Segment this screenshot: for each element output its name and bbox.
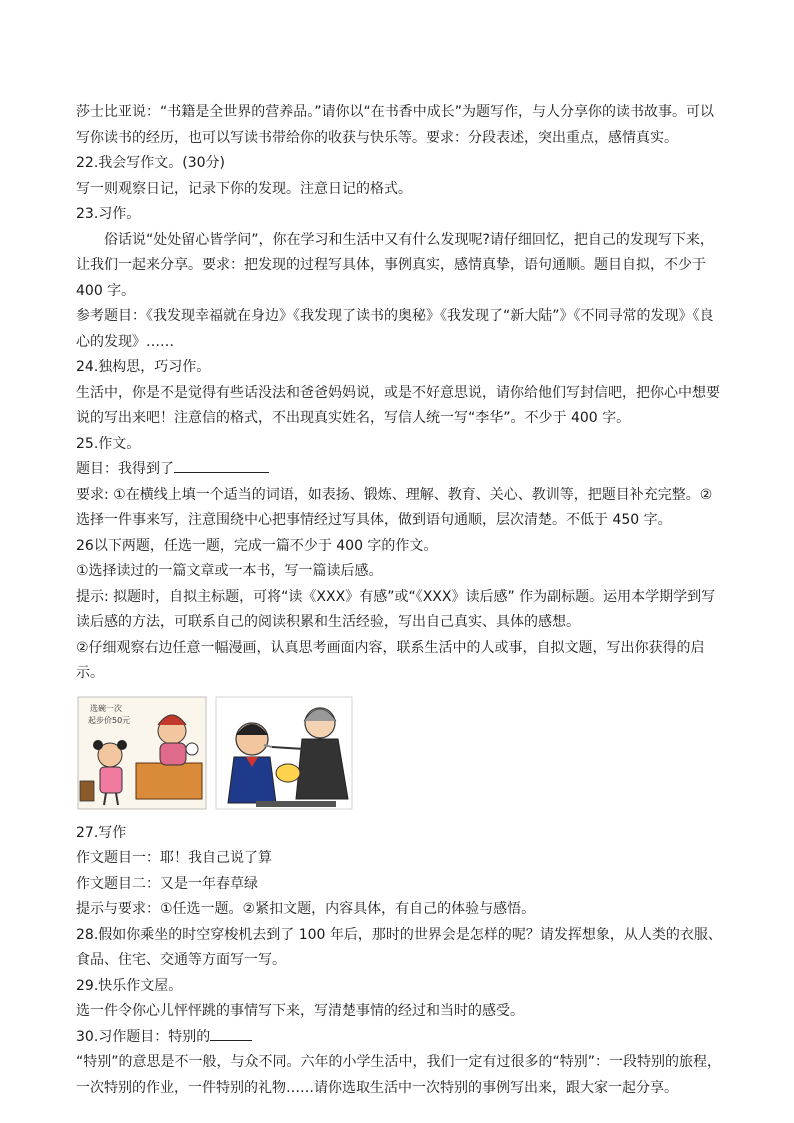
q27-requirements: 提示与要求：①任选一题。②紧扣文题，内容具体，有自己的体验与感悟。 — [76, 901, 536, 917]
cartoon-illustration — [76, 693, 356, 813]
q23-reference-topics: 参考题目：《我发现幸福就在身边》《我发现了读书的奥秘》《我发现了“新大陆”》《不同寻常的发现》《良心的发现》…… — [76, 308, 714, 350]
cartoon-bowl-icon — [186, 743, 198, 755]
q25-topic-text: 题目：我得到了 — [76, 461, 174, 477]
cartoon-sign-line2: 起步价50元 — [88, 715, 131, 725]
q25-topic — [76, 457, 722, 483]
q30-body: “特别”的意思是不一般，与众不同。六年的小学生活中，我们一定有过很多的“特别”：一段特别的旅程，一次特别的作业，一件特别的礼物……请你选取生活中一次特别的事例写出来，跟大家一起分享。 — [76, 1054, 722, 1096]
q24-title: 24.独构思，巧习作。 — [76, 359, 211, 375]
cartoon-girl-body — [100, 767, 122, 793]
q25-fill-blank — [174, 457, 269, 473]
q25-requirements: 要求: ①在横线上填一个适当的词语，如表扬、锻炼、理解、教育、关心、教训等，把题目补充完整。②选择一件事来写，注意围绕中心把事情经过写具体，做到语句通顺，层次清楚。不低于 450 字。 — [76, 486, 713, 528]
q29-body: 选一件令你心儿怦怦跳的事情写下来，写清楚事情的经过和当时的感受。 — [76, 1003, 524, 1019]
q26-tip: 提示: 拟题时，自拟主标题，可将“读《XXX》有感”或“《XXX》读后感” 作为副标题。运用本学期学到写读后感的方法，可联系自己的阅读积累和生活经验，写出自己真实、具体的感想。 — [76, 588, 716, 630]
q23-title: 23.习作。 — [76, 206, 141, 222]
q25-title: 25.作文。 — [76, 435, 141, 452]
cartoon-chair — [80, 781, 94, 801]
q27-topic-1: 作文题目一：耶！我自己说了算 — [76, 850, 272, 866]
cartoon-bench — [256, 801, 336, 807]
intro-prompt: 莎士比亚说：“书籍是全世界的营养品。”请你以“在书香中成长”为题写作，与人分享你的读书故事。可以写你读书的经历，也可以写读书带给你的收获与快乐等。要求：分段表述，突出重点，感情真实。 — [76, 104, 715, 146]
worksheet-page — [76, 100, 722, 1101]
q27-title: 27.写作 — [76, 824, 127, 841]
cartoon-sign-line1: 选碗一次 — [90, 703, 122, 713]
q23-body: 俗话说“处处留心皆学问”，你在学习和生活中又有什么发现呢?请仔细回忆，把自己的发现写下来，让我们一起来分享。要求：把发现的过程写具体，事例真实，感情真挚，语句通顺。题目自拟，不少于 400 字。 — [76, 231, 714, 299]
q29-title: 29.快乐作文屋。 — [76, 977, 183, 994]
q30-title-text: 30.习作题目：特别的 — [76, 1028, 211, 1045]
cartoon-rice-bowl-icon — [276, 764, 300, 782]
cartoon-mother-body — [160, 743, 186, 765]
cartoon-girl-bun-left — [93, 740, 103, 750]
q26-option-2: ②仔细观察右边任意一幅漫画，认真思考画面内容，联系生活中的人或事，自拟文题，写出你获得的启示。 — [76, 639, 705, 681]
q30-title — [76, 1025, 722, 1051]
q26-title: 26以下两题，任选一题，完成一篇不少于 400 字的作文。 — [76, 537, 438, 554]
q27-topic-2: 作文题目二：又是一年春草绿 — [76, 875, 258, 892]
q26-option-1: ①选择读过的一篇文章或一本书，写一篇读后感。 — [76, 563, 383, 579]
q28-prompt: 28.假如你乘坐的时空穿梭机去到了 100 年后，那时的世界会是怎样的呢？请发挥想象，从人类的衣服、食品、住宅、交通等方面写一写。 — [76, 926, 722, 968]
q22-body: 写一则观察日记，记录下你的发现。注意日记的格式。 — [76, 180, 412, 197]
cartoon-girl-bun-right — [117, 740, 127, 750]
q30-fill-blank — [210, 1025, 252, 1041]
cartoon-drawing — [76, 693, 356, 813]
cartoon-table — [136, 763, 202, 799]
q22-title: 22.我会写作文。(30分) — [76, 155, 226, 171]
q24-body: 生活中，你是不是觉得有些话没法和爸爸妈妈说，或是不好意思说，请你给他们写封信吧，把你心中想要说的写出来吧！注意信的格式，不出现真实姓名，写信人统一写“李华”。不少于 400 字。 — [76, 384, 720, 426]
